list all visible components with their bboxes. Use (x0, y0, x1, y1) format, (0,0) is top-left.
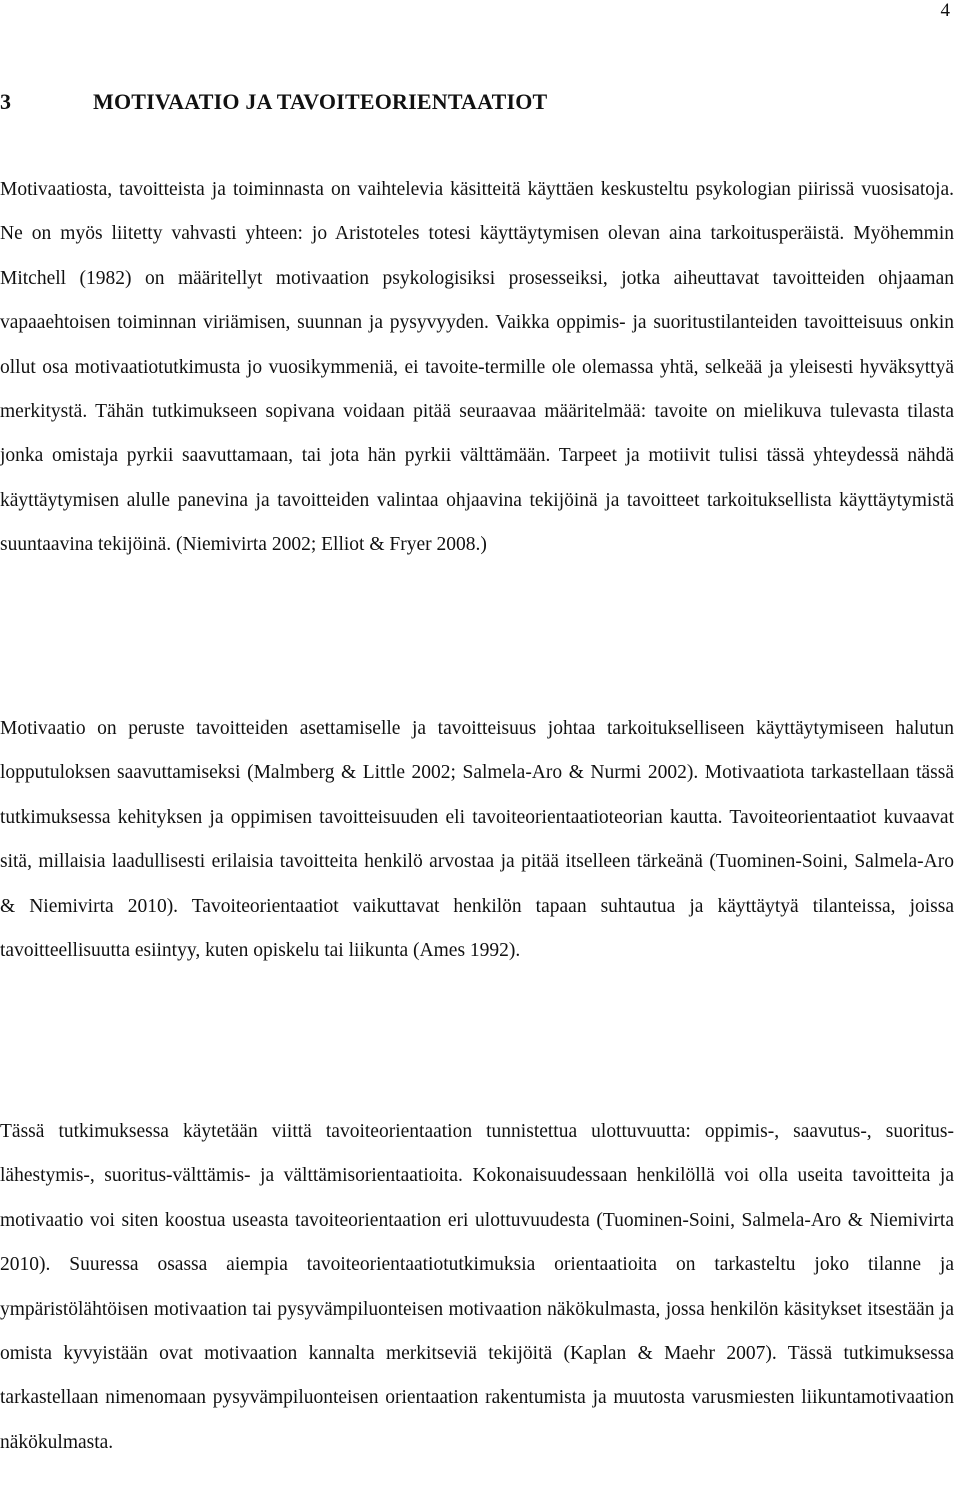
section-number: 3 (0, 89, 12, 114)
paragraph-goal-orientation-theory: Motivaatio on peruste tavoitteiden asettamiselle ja tavoitteisuus johtaa tarkoitukselliseen käyttäytymiseen halutun lopputuloksen saavuttamiseksi (Malmberg & Little 2002; Salmela-Aro & Nurmi 2002). Motivaatiota tarkastellaan tässä tutkimuksessa kehityksen ja oppimisen tavoitteisuuden eli tavoiteorientaatioteorian kautta. Tavoiteorientaatiot kuvaavat sitä, millaisia laadullisesti erilaisia tavoitteita henkilö arvostaa ja pitää itselleen tärkeänä (Tuominen-Soini, Salmela-Aro & Niemivirta 2010). Tavoiteorientaatiot vaikuttavat henkilön tapaan suhtautua ja käyttäytyä tilanteissa, joissa tavoitteellisuutta esiintyy, kuten opiskelu tai liikunta (Ames 1992). (0, 718, 954, 962)
paragraph-motivation-definition: Motivaatiosta, tavoitteista ja toiminnasta on vaihtelevia käsitteitä käyttäen keskusteltu psykologian piirissä vuosisatoja. Ne on myös liitetty vahvasti yhteen: jo Aristoteles totesi käyttäytymisen olevan aina tarkoitusperäistä. Myöhemmin Mitchell (1982) on määritellyt motivaation psykologisiksi prosesseiksi, jotka aiheuttavat tavoitteiden ohjaaman vapaaehtoisen toiminnan viriämisen, suunnan ja pysyvyyden. Vaikka oppimis- ja suoritustilanteiden tavoitteisuus onkin ollut osa motivaatiotutkimusta jo vuosikymmeniä, ei tavoite-termille ole olemassa yhtä, selkeää ja yleisesti hyväksyttyä merkitystä. Tähän tutkimukseen sopivana voidaan pitää seuraavaa määritelmää: tavoite on mielikuva tulevasta tilasta jonka omistaja pyrkii saavuttamaan, tai jota hän pyrkii välttämään. Tarpeet ja motiivit tulisi tässä yhteydessä nähdä käyttäytymisen alulle panevina ja tavoitteiden valintaa ohjaavina tekijöinä ja tavoitteet tarkoituksellista käyttäytymistä suuntaavina tekijöinä. (Niemivirta 2002; Elliot & Fryer 2008.) (0, 179, 954, 556)
section-title: MOTIVAATIO JA TAVOITEORIENTAATIOT (93, 89, 548, 114)
section-heading (0, 88, 547, 116)
page-number: 4 (940, 0, 950, 21)
paragraph-orientation-dimensions: Tässä tutkimuksessa käytetään viittä tavoiteorientaation tunnistettua ulottuvuutta: oppimis-, saavutus-, suoritus-lähestymis-, suoritus-välttämis- ja välttämisorientaatioita. Kokonaisuudessaan henkilöllä voi olla useita tavoitteita ja motivaatio voi siten koostua useasta tavoiteorientaation eri ulottuvuudesta (Tuominen-Soini, Salmela-Aro & Niemivirta 2010). Suuressa osassa aiempia tavoiteorientaatiotutkimuksia orientaatioita on tarkasteltu joko tilanne ja ympäristölähtöisen motivaation tai pysyvämpiluonteisen motivaation näkökulmasta, jossa henkilön käsitykset itsestään ja omista kyvyistään ovat motivaation kannalta merkitseviä tekijöitä (Kaplan & Maehr 2007). Tässä tutkimuksessa tarkastellaan nimenomaan pysyvämpiluonteisen orientaation rakentumista ja muutosta varusmiesten liikuntamotivaation näkökulmasta. (0, 1121, 954, 1453)
